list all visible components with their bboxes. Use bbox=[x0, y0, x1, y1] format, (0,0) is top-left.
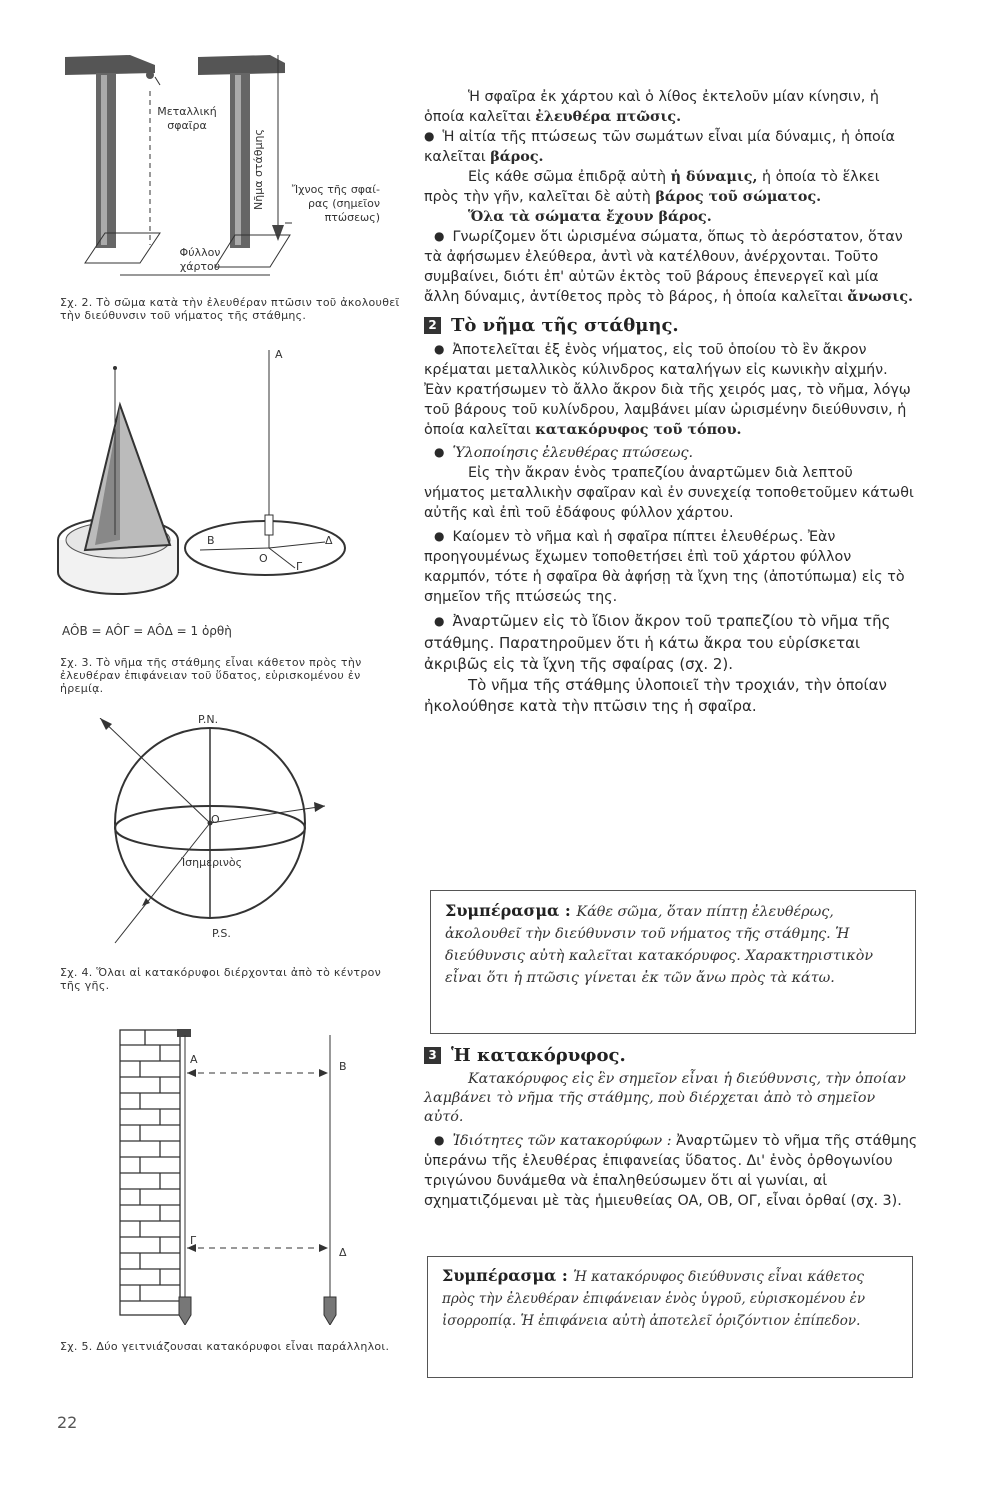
section-3-number: 3 bbox=[424, 1047, 441, 1064]
figure-3-illustration bbox=[55, 350, 395, 620]
para-vertical-properties: ● Ἰδιότητες τῶν κατακορύφων : Ἀναρτῶμεν τὸ νῆμα τῆς στάθμης ὑπεράνω τῆς ἐλευθέρας ἐπιφανείας ὕδατος. Δι' ἑνὸς ὀρθογωνίου τριγώνου δυνάμεθα νὰ ἐπαληθεύσωμεν ὅτι αἱ γωνίαι, αἱ σχηματιζόμεναι μὲ τὰς ἡμιευθείας OA, OB, OΓ, εἶναι ὀρθαί (σχ. 3). bbox=[424, 1131, 918, 1211]
fig3-label-O: O bbox=[259, 552, 268, 565]
fig2-label-trace: Ἴχνος τῆς σφαί- ρας (σημεῖον πτώσεως) bbox=[291, 183, 380, 224]
fig2-label-paper-sheet: Φύλλον χάρτου bbox=[179, 246, 221, 273]
para-weight-definition: Εἰς κάθε σῶμα ἐπιδρᾷ αὐτὴ ἡ δύναμις, ἡ ὁποία τὸ ἕλκει πρὸς τὴν γῆν, καλεῖται δὲ αὐτὴ βάρος τοῦ σώματος. bbox=[424, 169, 880, 205]
para-vertical-definition: Κατακόρυφος εἰς ἓν σημεῖον εἶναι ἡ διεύθυνσις, τὴν ὁποίαν λαμβάνει τὸ νῆμα τῆς στάθμης, ποὺ διέρχεται ἀπὸ τὸ σημεῖον αὐτό. bbox=[424, 1071, 906, 1125]
para-experiment-burn: ● Καίομεν τὸ νῆμα καὶ ἡ σφαῖρα πίπτει ἐλευθέρως. Ἐὰν προηγουμένως ἔχωμεν τοποθετήσει ἐπὶ τοῦ χάρτου φύλλον καρμπόν, τότε ἡ σφαῖρα θὰ ἀφήσῃ τὰ ἴχνη της (ἀποτύπωμα) εἰς τὸ σημεῖον τῆς πτώσεώς της. bbox=[424, 527, 918, 607]
page-number: 22 bbox=[57, 1413, 78, 1432]
fig4-label-ps: P.S. bbox=[212, 927, 231, 940]
fig5-label-G: Γ bbox=[190, 1234, 197, 1247]
para-experiment-setup: Εἰς τὴν ἄκραν ἑνὸς τραπεζίου ἀναρτῶμεν διὰ λεπτοῦ νήματος μεταλλικὴν σφαῖραν καὶ ἐν συνεχείᾳ τοποθετοῦμεν κάτωθι αὐτῆς καὶ ἐπὶ τοῦ ἐδάφους φύλλον χάρτου. bbox=[424, 465, 914, 521]
conclusion-box-1 bbox=[430, 890, 916, 1034]
fig2-caption: Σχ. 2. Τὸ σῶμα κατὰ τὴν ἐλευθέραν πτῶσιν τοῦ ἀκολουθεῖ τὴν διεύθυνσιν τοῦ νήματος τῆς στάθμης. bbox=[60, 296, 400, 322]
figure-5-illustration bbox=[115, 1025, 365, 1325]
para-plumb-line: ● Ἀποτελεῖται ἐξ ἑνὸς νήματος, εἰς τοῦ ὁποίου τὸ ἓν ἄκρον κρέμαται μεταλλικὸς κύλινδρος καταλήγων εἰς κωνικὴν αἰχμήν. Ἐὰν κρατήσωμεν τὸ ἄλλο ἄκρον διὰ τῆς χειρός μας, τὸ νῆμα, λόγῳ τοῦ βάρους τοῦ κυλίνδρου, λαμβάνει μίαν ὡρισμένην διεύθυνσιν, ἡ ὁποία καλεῖται κατακόρυφος τοῦ τόπου. bbox=[424, 340, 918, 440]
right-column bbox=[424, 87, 918, 717]
para-free-fall: Ἡ σφαῖρα ἐκ χάρτου καὶ ὁ λίθος ἐκτελοῦν μίαν κίνησιν, ἡ ὁποία καλεῖται ἐλευθέρα πτῶσις. bbox=[424, 89, 879, 125]
conclusion-box-2-text: Συμπέρασμα : Ἡ κατακόρυφος διεύθυνσις εἶναι κάθετος πρὸς τὴν ἐλευθέραν ἐπιφάνειαν ἑνὸς ὑγροῦ, εὑρισκομένου ἐν ἰσορροπίᾳ. Ἡ ἐπιφάνεια αὐτὴ ἀποτελεῖ ὁριζόντιον ἐπίπεδον. bbox=[442, 1266, 866, 1329]
fig3-label-D: Δ bbox=[325, 534, 333, 547]
para-buoyancy: ● Γνωρίζομεν ὅτι ὡρισμένα σώματα, ὅπως τὸ ἀερόστατον, ὅταν τὰ ἀφήσωμεν ἐλεύθερα, ἀντὶ νὰ κατέλθουν, ἀνέρχονται. Τοῦτο συμβαίνει, διότι ἐπ' αὐτῶν ἐκτὸς τοῦ βάρους ἐπενεργεῖ καὶ μία ἄλλη δύναμις, ἀντίθετος πρὸς τὸ βάρος, ἡ ὁποία καλεῖται ἄνωσις. bbox=[424, 227, 918, 307]
para-experiment-plumb: ● Ἀναρτῶμεν εἰς τὸ ἴδιον ἄκρον τοῦ τραπεζίου τὸ νῆμα τῆς στάθμης. Παρατηροῦμεν ὅτι ἡ κάτω ἄκρα του εὑρίσκεται ἀκριβῶς εἰς τὰ ἴχνη τῆς σφαίρας (σχ. 2). bbox=[424, 611, 918, 675]
para-cause-of-fall: ● Ἡ αἰτία τῆς πτώσεως τῶν σωμάτων εἶναι μία δύναμις, ἡ ὁποία καλεῖται βάρος. bbox=[424, 127, 918, 167]
fig5-caption: Σχ. 5. Δύο γειτνιάζουσαι κατακόρυφοι εἶναι παράλληλοι. bbox=[60, 1340, 390, 1353]
fig5-label-D: Δ bbox=[339, 1246, 347, 1259]
figure-4-illustration bbox=[90, 718, 330, 968]
fig3-label-B: B bbox=[207, 534, 215, 547]
fig4-label-pn: P.N. bbox=[198, 713, 219, 726]
section-3 bbox=[424, 1045, 918, 1211]
fig3-label-A: A bbox=[275, 348, 283, 361]
fig5-label-A: A bbox=[190, 1053, 198, 1066]
para-free-fall-experiment-title: ● Ὑλοποίησις ἐλευθέρας πτώσεως. bbox=[424, 443, 918, 463]
conclusion-box-1-text: Συμπέρασμα : Κάθε σῶμα, ὅταν πίπτῃ ἐλευθέρως, ἀκολουθεῖ τὴν διεύθυνσιν τοῦ νήματος τῆς στάθμης. Ἡ διεύθυνσις αὐτὴ καλεῖται κατακόρυφος. Χαρακτηριστικὸν εἶναι ὅτι ἡ πτῶσις γίνεται ἐκ τῶν ἄνω πρὸς τὰ κάτω. bbox=[445, 901, 874, 986]
fig3-caption: Σχ. 3. Τὸ νῆμα τῆς στάθμης εἶναι κάθετον πρὸς τὴν ἐλευθέραν ἐπιφάνειαν τοῦ ὕδατος, εὑρισκομένου ἐν ἠρεμίᾳ. bbox=[60, 656, 362, 695]
section-2-number: 2 bbox=[424, 317, 441, 334]
section-3-heading: 3 Ἡ κατακόρυφος. bbox=[424, 1045, 918, 1066]
fig3-label-G: Γ bbox=[296, 560, 303, 573]
fig2-label-plumb-line: Νῆμα στάθμης bbox=[252, 129, 265, 210]
fig5-label-B: B bbox=[339, 1060, 347, 1073]
para-plumb-trajectory: Τὸ νῆμα τῆς στάθμης ὑλοποιεῖ τὴν τροχιάν, τὴν ὁποίαν ἠκολούθησε κατὰ τὴν πτῶσιν της ἡ σφαῖρα. bbox=[424, 676, 887, 715]
fig4-label-equator: Ἰσημερινὸς bbox=[181, 856, 243, 869]
section-2-heading: 2 Τὸ νῆμα τῆς στάθμης. bbox=[424, 315, 918, 336]
fig3-equation: AÔB = AÔΓ = AÔΔ = 1 ὀρθὴ bbox=[62, 624, 232, 638]
fig2-label-metal-sphere: Μεταλλική σφαῖρα bbox=[157, 105, 217, 132]
fig4-caption: Σχ. 4. Ὅλαι αἱ κατακόρυφοι διέρχονται ἀπὸ τὸ κέντρον τῆς γῆς. bbox=[60, 966, 382, 992]
para-all-bodies-weight: Ὅλα τὰ σώματα ἔχουν βάρος. bbox=[468, 209, 712, 225]
conclusion-box-2 bbox=[427, 1256, 913, 1378]
fig4-label-o: O bbox=[211, 813, 220, 826]
